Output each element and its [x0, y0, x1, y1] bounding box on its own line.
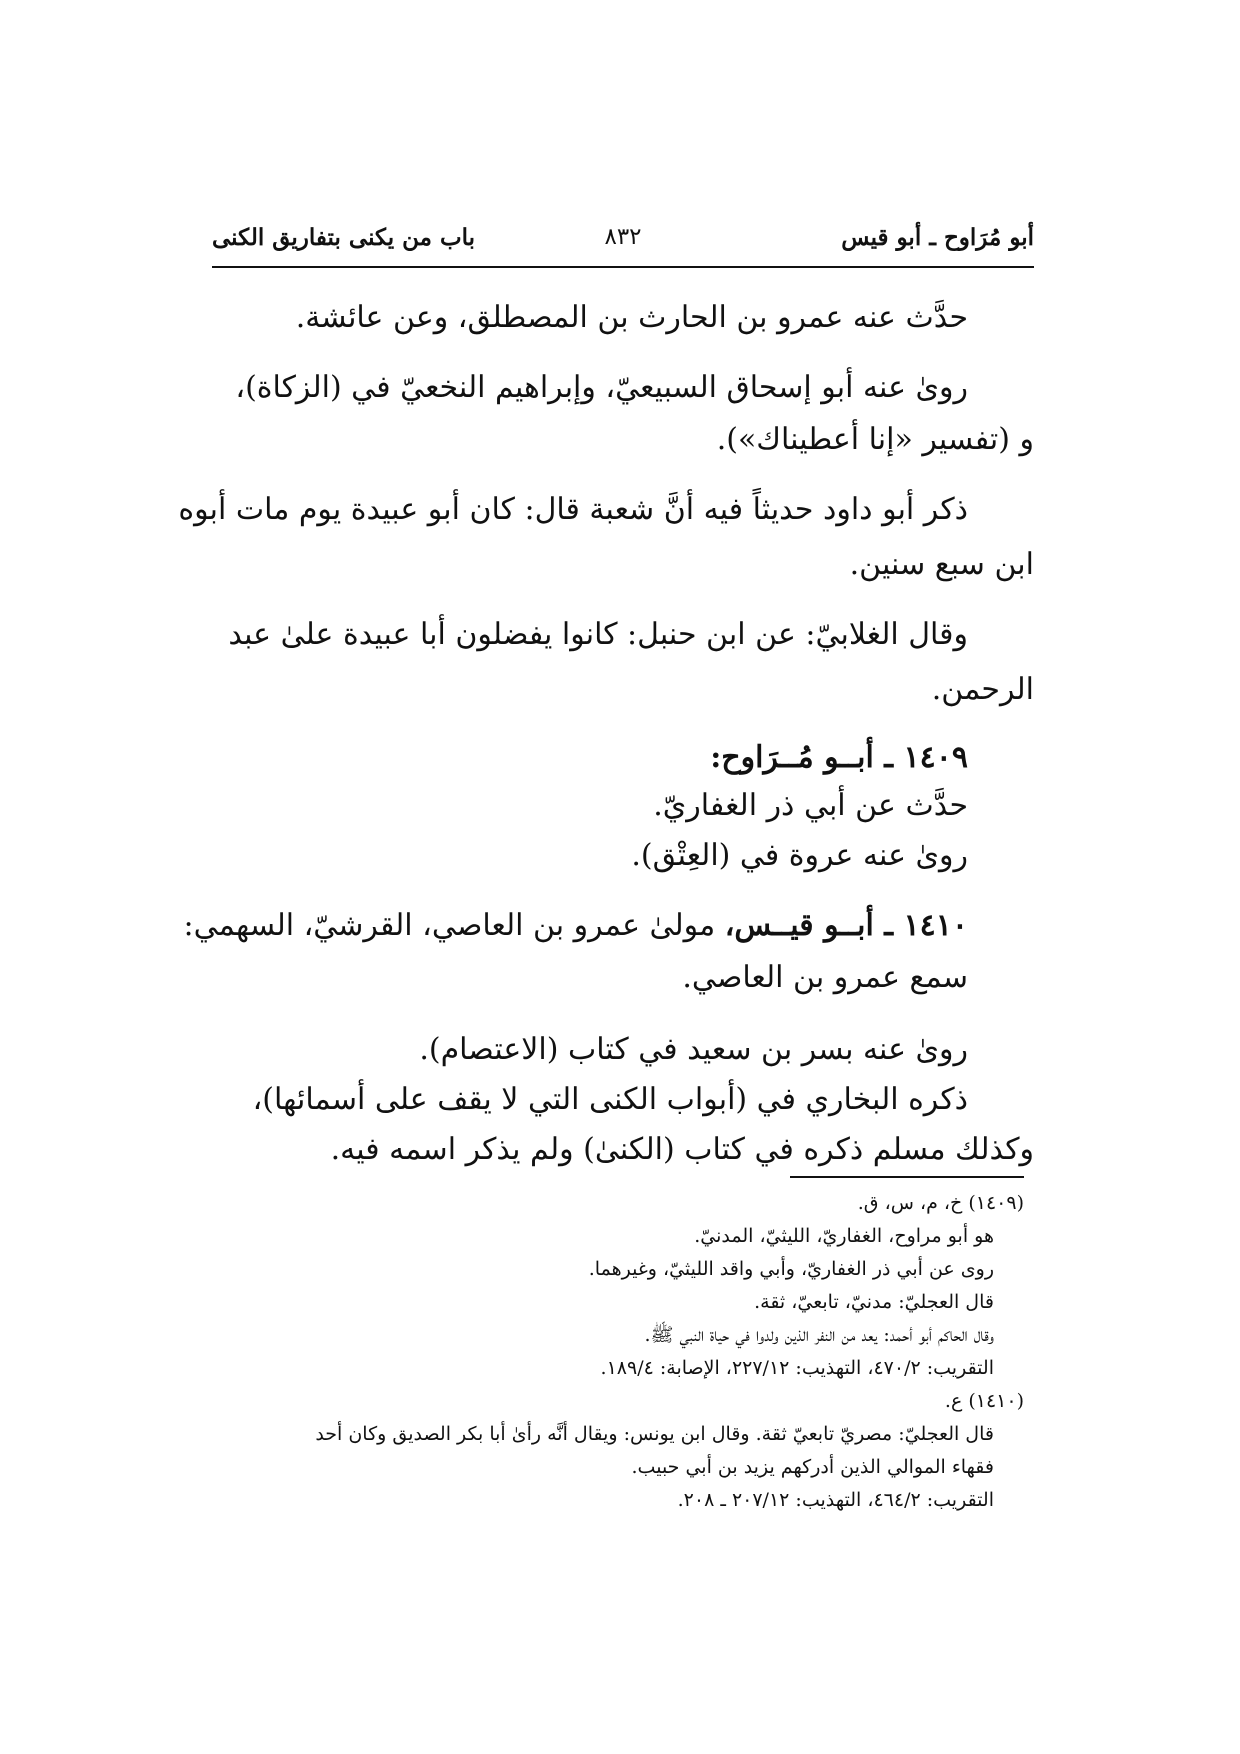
footnote-line: روى عن أبي ذر الغفاريّ، وأبي واقد الليثيّ، وغيرهما.	[588, 1258, 994, 1280]
text-line: حدَّث عنه عمرو بن الحارث بن المصطلق، وعن عائشة.	[295, 300, 968, 335]
footnote-ref-1410: (١٤١٠) ع.	[944, 1390, 1024, 1412]
text-line: ذكره البخاري في (أبواب الكنى التي لا يقف على أسمائها)،	[252, 1082, 968, 1117]
footnote-line: قال العجليّ: مدنيّ، تابعيّ، ثقة.	[754, 1291, 994, 1313]
footnote-ref-1409: (١٤٠٩) خ، م، س، ق.	[857, 1192, 1024, 1214]
footnote-line: التقريب: ٤٦٤/٢، التهذيب: ٢٠٧/١٢ ـ ٢٠٨.	[677, 1489, 994, 1511]
footnote-line: هو أبو مراوح، الغفاريّ، الليثيّ، المدنيّ.	[694, 1225, 994, 1247]
text-line: سمع عمرو بن العاصي.	[682, 960, 968, 995]
header-section-title: أبو مُرَاوح ـ أبو قيس	[841, 224, 1034, 251]
header-chapter-title: باب من يكنى بتفاريق الكنى	[212, 224, 476, 251]
text-line: روىٰ عنه بسر بن سعيد في كتاب (الاعتصام).	[419, 1032, 968, 1067]
entry-heading-1410-title: ١٤١٠ ـ أبــو قيــس،	[724, 908, 968, 943]
running-header	[212, 220, 1034, 268]
footnote-divider	[790, 1176, 1024, 1178]
entry-heading-1410-desc: مولىٰ عمرو بن العاصي، القرشيّ، السهمي:	[183, 908, 725, 943]
footnote-line: قال العجليّ: مصريّ تابعيّ ثقة. وقال ابن يونس: ويقال أنَّه رأىٰ أبا بكر الصديق وكان أحد	[315, 1423, 994, 1445]
footnote-line: وقال الحاكم أبو أحمد: يعد من النفر الذين ولدوا في حياة النبي ﷺ.	[644, 1324, 994, 1346]
text-line: حدَّث عن أبي ذر الغفاريّ.	[653, 788, 968, 823]
page-number: ٨٣٢	[604, 224, 642, 250]
text-line: و (تفسير «إنا أعطيناك»).	[716, 422, 1034, 457]
footnote-line: التقريب: ٤٧٠/٢، التهذيب: ٢٢٧/١٢، الإصابة: ١٨٩/٤.	[600, 1357, 994, 1379]
entry-heading-1409: ١٤٠٩ ـ أبــو مُــرَاوح:	[710, 740, 968, 775]
text-line: وكذلك مسلم ذكره في كتاب (الكنىٰ) ولم يذكر اسمه فيه.	[330, 1132, 1034, 1167]
text-line: الرحمن.	[931, 672, 1034, 707]
text-line: روىٰ عنه أبو إسحاق السبيعيّ، وإبراهيم النخعيّ في (الزكاة)،	[235, 370, 968, 405]
text-line: ابن سبع سنين.	[849, 547, 1034, 582]
footnote-line: فقهاء الموالي الذين أدركهم يزيد بن أبي حبيب.	[631, 1456, 994, 1478]
text-line: ذكر أبو داود حديثاً فيه أنَّ شعبة قال: كان أبو عبيدة يوم مات أبوه	[178, 492, 968, 527]
text-line: وقال الغلابيّ: عن ابن حنبل: كانوا يفضلون أبا عبيدة علىٰ عبد	[228, 617, 968, 652]
entry-heading-1410	[184, 906, 968, 946]
text-line: روىٰ عنه عروة في (العِتْق).	[631, 838, 968, 873]
